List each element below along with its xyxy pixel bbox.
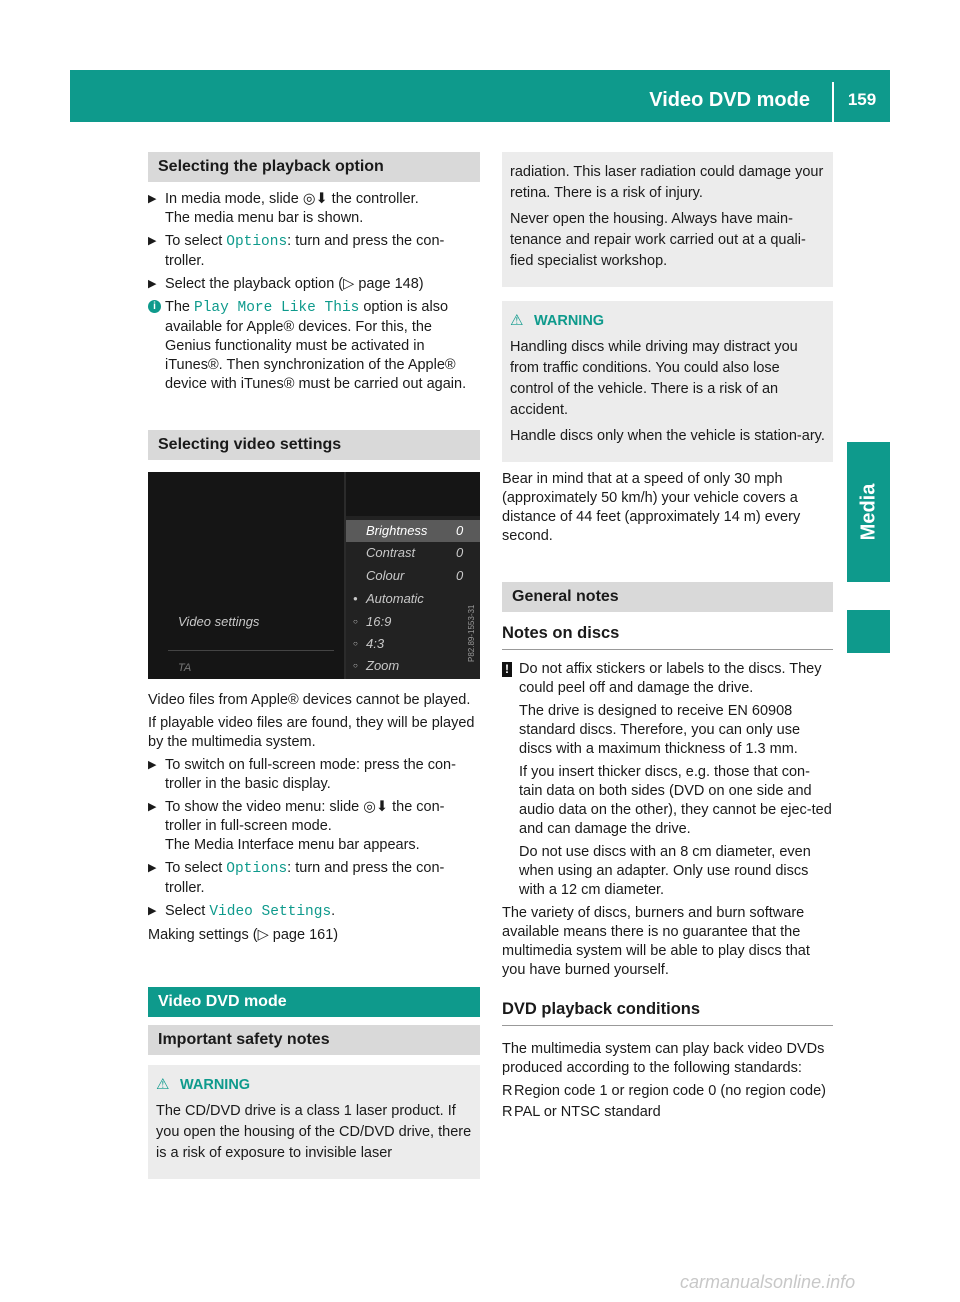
warning-triangle-icon: ⚠	[156, 1076, 170, 1093]
notice-exclamation-icon: !	[502, 662, 512, 677]
side-tab-media	[847, 442, 890, 582]
screen-menu-item: Contrast 0	[366, 545, 464, 560]
paragraph-standards: The multimedia system can play back video DVDs produced according to the following standards:	[502, 1041, 825, 1076]
page-header-bar	[70, 70, 890, 122]
list-item: R Region code 1 or region code 0 (no region code)	[502, 1083, 826, 1099]
warning-box-handling	[502, 301, 833, 462]
screen-corner-label: TA	[178, 662, 192, 674]
step-arrow-icon: ▶	[148, 759, 157, 771]
info-icon: i	[148, 300, 161, 313]
paragraph-making-settings: Making settings (▷ page 161)	[148, 927, 339, 943]
step-arrow-icon: ▶	[148, 905, 157, 917]
section-heading-general-notes: General notes	[502, 582, 833, 612]
menu-code-play-more: Play More Like This	[194, 300, 360, 316]
step-arrow-icon: ▶	[148, 278, 157, 290]
screen-image-code: P82.89-1553-31	[467, 604, 476, 662]
warning-text: The CD/DVD drive is a class 1 laser product. If you open the housing of the CD/DVD drive, there is a risk of exposure to invisible laser	[156, 1103, 472, 1161]
step-select-video-settings: ▶ Select Video Settings.	[148, 903, 336, 920]
screen-menu	[346, 516, 480, 679]
step-select-options-2: ▶ To select Options: turn and press the con-troller.	[148, 860, 445, 896]
step-arrow-icon: ▶	[148, 862, 157, 874]
step-show-video-menu: ▶ To show the video menu: slide ◎⬇ the con-troller in full-screen mode. The Media Interface menu bar appears.	[148, 799, 445, 853]
paragraph-variety: The variety of discs, burners and burn software available means there is no guarantee that the multimedia system will be able to play discs that you have burned yourself.	[502, 905, 810, 978]
paragraph-speed: Bear in mind that at a speed of only 30 mph (approximately 50 km/h) your vehicle covers a distance of 44 feet (approximately 14 m) every second.	[502, 471, 801, 544]
controller-slide-icon: ◎⬇	[302, 191, 328, 207]
screen-menu-item: Brightness 0	[346, 520, 480, 542]
page-number: 159	[847, 90, 877, 109]
subheading-dvd-conditions: DVD playback conditions	[502, 1000, 833, 1026]
footer-watermark: carmanualsonline.info	[680, 1272, 856, 1292]
warning-text: Never open the housing. Always have main-tenance and repair work carried out at a quali-fied specialist workshop.	[510, 211, 806, 269]
screen-menu-item: Colour 0	[366, 568, 464, 583]
notice-text: The drive is designed to receive EN 60908 standard discs. Therefore, you can only use discs with a maximum thickness of 1.3 mm.	[519, 703, 801, 757]
warning-triangle-icon: ⚠	[510, 312, 524, 329]
section-heading-video-settings: Selecting video settings	[148, 430, 480, 460]
screen-menu-item: ○ 4:3	[346, 633, 480, 655]
warning-text: Handling discs while driving may distract you from traffic conditions. You could also lose control of the vehicle. There is a risk of an accident.	[510, 339, 798, 418]
notice-text: Do not use discs with an 8 cm diameter, even when using an adapter. Only use round discs with a 12 cm diameter.	[519, 844, 811, 898]
screen-menu-item: ○ 16:9	[346, 611, 480, 633]
paragraph-playable-files: If playable video files are found, they will be played by the multimedia system.	[148, 715, 475, 750]
section-heading-playback: Selecting the playback option	[148, 152, 480, 182]
list-item: R PAL or NTSC standard	[502, 1104, 661, 1120]
radio-icon: ●	[353, 594, 358, 603]
screen-menu-item: ○ Zoom	[346, 655, 480, 677]
subheading-notes-on-discs: Notes on discs	[502, 624, 833, 650]
bullet-icon: R	[502, 1083, 513, 1099]
notice-discs	[502, 660, 833, 900]
menu-code-video-settings: Video Settings	[209, 904, 332, 920]
radio-icon: ○	[353, 617, 358, 626]
step-slide-controller: ▶ In media mode, slide ◎⬇ the controller. The media menu bar is shown.	[148, 191, 419, 226]
step-arrow-icon: ▶	[148, 235, 157, 247]
warning-text: radiation. This laser radiation could damage your retina. There is a risk of injury.	[510, 164, 824, 201]
menu-code-options: Options	[226, 861, 288, 877]
step-select-playback: ▶ Select the playback option (▷ page 148)	[148, 276, 424, 292]
bullet-icon: R	[502, 1104, 513, 1120]
left-column	[148, 152, 480, 1179]
step-arrow-icon: ▶	[148, 193, 157, 205]
menu-code-options: Options	[226, 234, 288, 250]
step-fullscreen: ▶ To switch on full-screen mode: press the con-troller in the basic display.	[148, 757, 456, 792]
video-settings-screenshot	[148, 472, 480, 679]
info-note: i The Play More Like This option is also available for Apple® devices. For this, the Genius functionality must be activated in iTunes®. Then synchronization of the Apple® device with iTunes® must be carried out again.	[148, 298, 480, 394]
warning-text: Handle discs only when the vehicle is station-ary.	[510, 428, 825, 444]
warning-box-laser-cont	[502, 152, 833, 287]
warning-heading: ⚠ WARNING	[156, 1076, 251, 1093]
right-column	[502, 152, 833, 1124]
warning-heading: ⚠ WARNING	[510, 312, 605, 329]
section-heading-video-dvd: Video DVD mode	[148, 987, 480, 1017]
section-heading-safety: Important safety notes	[148, 1025, 480, 1055]
screen-rule	[168, 650, 334, 651]
controller-slide-icon: ◎⬇	[363, 799, 389, 815]
step-select-options: ▶ To select Options: turn and press the con-troller.	[148, 233, 445, 269]
side-tab-label: Media	[857, 483, 879, 541]
notice-text: Do not affix stickers or labels to the discs. They could peel off and damage the drive.	[519, 661, 822, 696]
warning-box-laser	[148, 1065, 480, 1179]
radio-icon: ○	[353, 639, 358, 648]
chapter-title: Video DVD mode	[649, 89, 810, 111]
paragraph-apple-files: Video files from Apple® devices cannot be played.	[148, 692, 471, 708]
notice-text: If you insert thicker discs, e.g. those that con-tain data on both sides (DVD on one side and audio data on the other), they cannot be ejec-ted and can damage the drive.	[519, 764, 832, 837]
screen-title: Video settings	[178, 614, 260, 629]
step-arrow-icon: ▶	[148, 801, 157, 813]
screen-menu-item: ● Automatic	[346, 588, 480, 610]
radio-icon: ○	[353, 661, 358, 670]
side-tab-marker	[847, 610, 890, 653]
